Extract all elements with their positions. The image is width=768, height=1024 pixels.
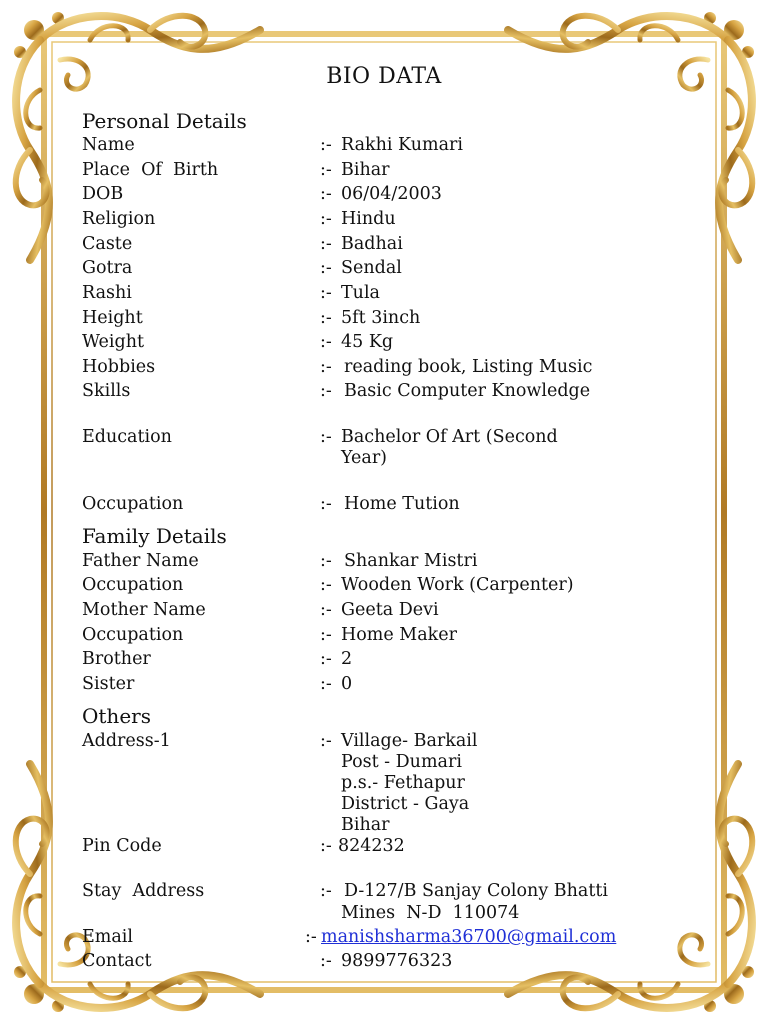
label-dob: DOB — [82, 184, 124, 204]
separator: :- — [320, 135, 332, 155]
separator: :- — [320, 674, 332, 694]
value-father-occupation: Wooden Work (Carpenter) — [341, 575, 574, 595]
value-stay-line2: Mines N-D 110074 — [341, 903, 520, 923]
value-weight: 45 Kg — [341, 332, 394, 352]
separator: :- — [320, 234, 332, 254]
separator: :- — [320, 731, 332, 751]
separator: :- — [320, 881, 332, 901]
separator: :- — [320, 258, 332, 278]
page-title: BIO DATA — [326, 64, 442, 89]
label-address: Address-1 — [82, 731, 171, 751]
label-skills: Skills — [82, 381, 131, 401]
label-stay-address: Stay Address — [82, 881, 205, 901]
label-hobbies: Hobbies — [82, 357, 156, 377]
value-address-line: Post - Dumari — [341, 752, 462, 772]
label-occupation: Occupation — [82, 494, 184, 514]
value-contact: 9899776323 — [341, 951, 453, 971]
value-education-line2: Year) — [341, 448, 388, 468]
separator: :- — [320, 575, 332, 595]
label-name: Name — [82, 135, 135, 155]
label-mother-occupation: Occupation — [82, 625, 184, 645]
separator: :- — [320, 551, 332, 571]
value-mother: Geeta Devi — [341, 600, 439, 620]
separator: :- — [320, 184, 332, 204]
email-link[interactable]: manishsharma36700@gmail.com — [321, 927, 617, 947]
separator: :- — [320, 283, 332, 303]
value-mother-occupation: Home Maker — [341, 625, 457, 645]
value-education-line1: Bachelor Of Art (Second — [341, 427, 558, 447]
value-rashi: Tula — [341, 283, 380, 303]
section-heading-family: Family Details — [82, 524, 227, 548]
separator: :- — [320, 427, 332, 447]
value-stay-line1: D-127/B Sanjay Colony Bhatti — [344, 881, 608, 901]
separator: :- — [320, 160, 332, 180]
label-sister: Sister — [82, 674, 135, 694]
separator: :- — [320, 836, 332, 856]
label-religion: Religion — [82, 209, 156, 229]
label-father-occupation: Occupation — [82, 575, 184, 595]
value-birth-place: Bihar — [341, 160, 390, 180]
label-caste: Caste — [82, 234, 133, 254]
value-father: Shankar Mistri — [344, 551, 478, 571]
separator: :- — [320, 951, 332, 971]
label-height: Height — [82, 308, 143, 328]
separator: :- — [320, 625, 332, 645]
separator: :- — [320, 332, 332, 352]
section-heading-personal: Personal Details — [82, 109, 247, 133]
label-birth-place: Place Of Birth — [82, 160, 219, 180]
label-pin: Pin Code — [82, 836, 162, 856]
separator: :- — [320, 308, 332, 328]
value-address-line: p.s.- Fethapur — [341, 773, 465, 793]
label-brother: Brother — [82, 649, 151, 669]
separator: :- — [320, 649, 332, 669]
label-father: Father Name — [82, 551, 199, 571]
separator: :- — [320, 494, 332, 514]
value-occupation: Home Tution — [344, 494, 460, 514]
value-brother: 2 — [341, 649, 353, 669]
separator: :- — [320, 357, 332, 377]
value-skills: Basic Computer Knowledge — [344, 381, 591, 401]
value-address-line: Village- Barkail — [341, 731, 478, 751]
value-address-line: Bihar — [341, 815, 390, 835]
value-hobbies: reading book, Listing Music — [344, 357, 593, 377]
label-email: Email — [82, 927, 133, 947]
value-dob: 06/04/2003 — [341, 184, 442, 204]
separator: :- — [320, 209, 332, 229]
value-address-line: District - Gaya — [341, 794, 470, 814]
label-education: Education — [82, 427, 172, 447]
separator: :- — [320, 381, 332, 401]
label-rashi: Rashi — [82, 283, 132, 303]
section-heading-others: Others — [82, 704, 151, 728]
label-gotra: Gotra — [82, 258, 133, 278]
value-caste: Badhai — [341, 234, 403, 254]
label-contact: Contact — [82, 951, 152, 971]
value-height: 5ft 3inch — [341, 308, 421, 328]
value-sister: 0 — [341, 674, 353, 694]
label-weight: Weight — [82, 332, 145, 352]
value-religion: Hindu — [341, 209, 396, 229]
label-mother: Mother Name — [82, 600, 206, 620]
separator: :- — [305, 927, 317, 947]
value-pin: 824232 — [338, 836, 405, 856]
value-name: Rakhi Kumari — [341, 135, 463, 155]
value-gotra: Sendal — [341, 258, 402, 278]
separator: :- — [320, 600, 332, 620]
